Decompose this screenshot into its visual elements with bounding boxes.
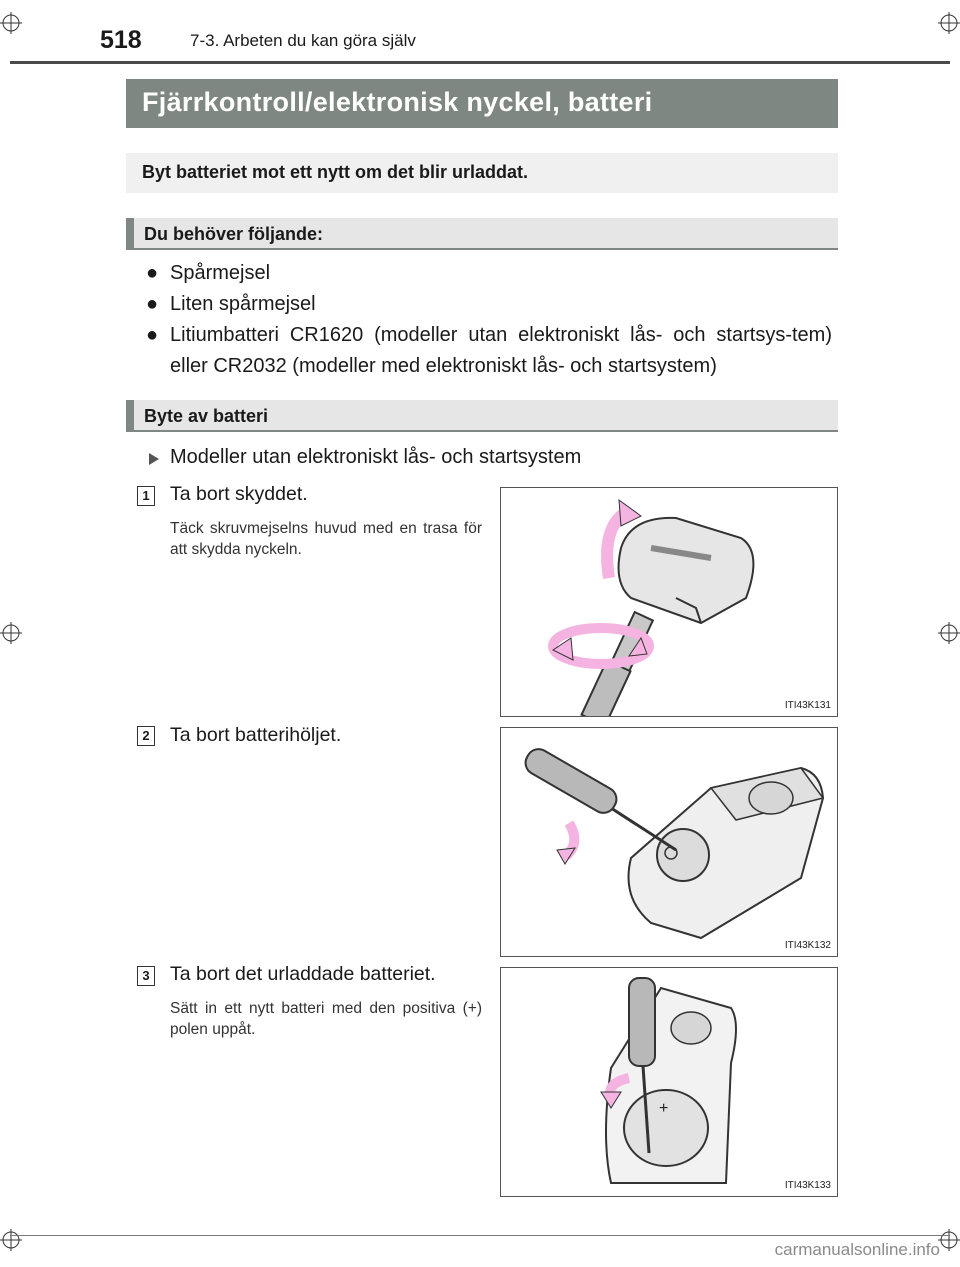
triangle-right-icon (148, 452, 160, 466)
intro-box (126, 153, 838, 193)
battery-cover-illustration (501, 728, 838, 957)
footer-rule (10, 1235, 950, 1236)
figure-step-1 (500, 487, 838, 717)
list-item (146, 320, 838, 384)
crosshair-icon (938, 622, 960, 644)
header-rule (10, 61, 950, 64)
list-item (146, 289, 838, 320)
replace-heading-text: Byte av batteri (144, 406, 269, 426)
intro-text: Byt batteriet mot ett nytt om det blir urladdat. (142, 162, 529, 182)
battery-removal-illustration (501, 968, 838, 1197)
step-number: 2 (137, 726, 155, 746)
model-note-text: Modeller utan elektroniskt lås- och startsystem (170, 446, 582, 468)
black-circle-icon: ● (146, 324, 159, 346)
crosshair-icon (0, 622, 22, 644)
title-bar (126, 79, 838, 128)
list-item-text: Spårmejsel (170, 262, 271, 284)
crosshair-icon (938, 12, 960, 34)
step-text: Ta bort det urladdade batteriet. (170, 963, 436, 985)
step-note: Täck skruvmejselns huvud med en trasa för att skydda nyckeln. (170, 520, 482, 558)
figure-step-2 (500, 727, 838, 957)
step-note: Sätt in ett nytt batteri med den positiva (+) polen uppåt. (170, 1000, 482, 1038)
step-number: 3 (137, 966, 155, 986)
figure-step-3 (500, 967, 838, 1197)
needs-heading-text: Du behöver följande: (144, 224, 324, 244)
figure-code: ITI43K133 (784, 1180, 831, 1191)
needs-heading (126, 218, 838, 250)
figure-code: ITI43K132 (784, 940, 831, 951)
section-header: 7-3. Arbeten du kan göra själv (190, 31, 416, 50)
replace-heading (126, 400, 838, 432)
list-item (146, 258, 838, 289)
page-title: Fjärrkontroll/elektronisk nyckel, batteri (142, 87, 653, 117)
page-number: 518 (100, 26, 142, 54)
figure-code: ITI43K131 (784, 700, 831, 711)
list-item-text: Liten spårmejsel (170, 293, 316, 315)
crosshair-icon (938, 1229, 960, 1251)
step-number: 1 (137, 486, 155, 506)
key-fob-illustration (501, 488, 838, 717)
crosshair-icon (0, 1229, 22, 1251)
crosshair-icon (0, 12, 22, 34)
black-circle-icon: ● (146, 293, 159, 315)
list-item-text: Litiumbatteri CR1620 (modeller utan elektroniskt lås- och startsys-tem) eller CR2032 (modeller med elektroniskt lås- och startsystem) (170, 324, 832, 377)
plus-sign: + (659, 1100, 669, 1117)
step-text: Ta bort batterihöljet. (170, 724, 342, 746)
watermark: carmanualsonline.info (774, 1240, 940, 1259)
black-circle-icon: ● (146, 262, 159, 284)
step-text: Ta bort skyddet. (170, 483, 308, 505)
